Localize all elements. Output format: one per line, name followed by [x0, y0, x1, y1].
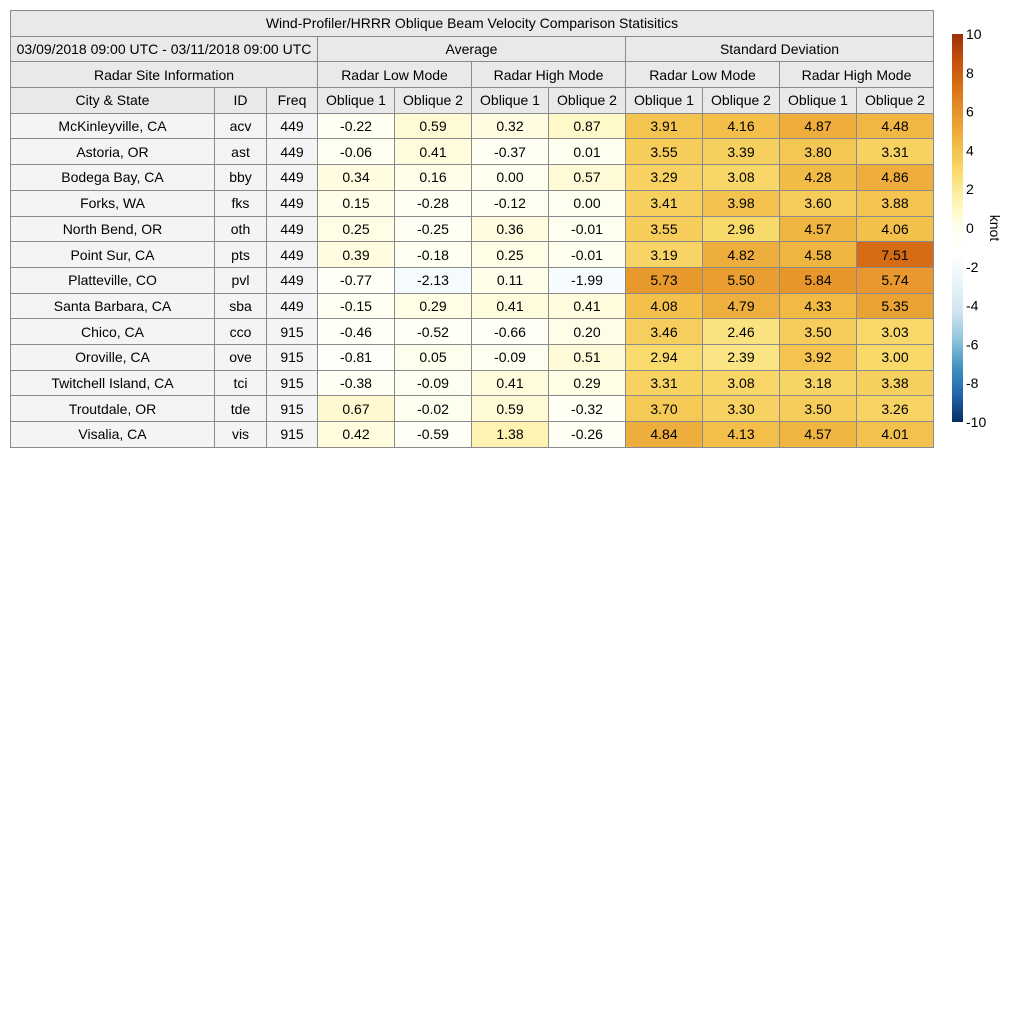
- column-header: Oblique 2: [857, 88, 934, 114]
- value-cell: 0.57: [549, 165, 626, 191]
- value-cell: -0.46: [318, 319, 395, 345]
- group-header-average: Average: [318, 36, 626, 62]
- table-row: [11, 165, 934, 191]
- value-cell: -0.12: [472, 190, 549, 216]
- value-cell: -0.59: [395, 422, 472, 448]
- site-id-cell: tde: [215, 396, 267, 422]
- colorbar-tick-label: 4: [966, 142, 974, 159]
- value-cell: 4.13: [703, 422, 780, 448]
- site-city-cell: Point Sur, CA: [11, 242, 215, 268]
- site-city-cell: Forks, WA: [11, 190, 215, 216]
- value-cell: 0.20: [549, 319, 626, 345]
- value-cell: 4.87: [780, 113, 857, 139]
- value-cell: 0.41: [549, 293, 626, 319]
- table-title: Wind-Profiler/HRRR Oblique Beam Velocity Comparison Statisitics: [11, 11, 934, 37]
- value-cell: 3.88: [857, 190, 934, 216]
- site-freq-cell: 915: [267, 344, 318, 370]
- site-city-cell: Platteville, CO: [11, 267, 215, 293]
- table-row: [11, 267, 934, 293]
- value-cell: 0.16: [395, 165, 472, 191]
- table-row: [11, 422, 934, 448]
- value-cell: 0.36: [472, 216, 549, 242]
- value-cell: -0.32: [549, 396, 626, 422]
- value-cell: 0.05: [395, 344, 472, 370]
- value-cell: 3.98: [703, 190, 780, 216]
- value-cell: 0.34: [318, 165, 395, 191]
- column-header: Oblique 1: [626, 88, 703, 114]
- value-cell: 0.00: [549, 190, 626, 216]
- value-cell: 5.35: [857, 293, 934, 319]
- value-cell: -0.15: [318, 293, 395, 319]
- value-cell: 5.84: [780, 267, 857, 293]
- table-row: [11, 370, 934, 396]
- site-freq-cell: 449: [267, 267, 318, 293]
- site-city-cell: Twitchell Island, CA: [11, 370, 215, 396]
- value-cell: 4.57: [780, 216, 857, 242]
- site-freq-cell: 449: [267, 139, 318, 165]
- value-cell: 3.70: [626, 396, 703, 422]
- colorbar-gradient: [952, 34, 963, 422]
- value-cell: 3.39: [703, 139, 780, 165]
- column-header: Oblique 2: [549, 88, 626, 114]
- site-id-cell: cco: [215, 319, 267, 345]
- value-cell: 0.41: [472, 370, 549, 396]
- value-cell: 3.41: [626, 190, 703, 216]
- value-cell: 3.60: [780, 190, 857, 216]
- colorbar-tick-label: 6: [966, 103, 974, 120]
- value-cell: 0.41: [472, 293, 549, 319]
- site-id-cell: bby: [215, 165, 267, 191]
- site-freq-cell: 449: [267, 216, 318, 242]
- site-freq-cell: 915: [267, 396, 318, 422]
- value-cell: 3.31: [626, 370, 703, 396]
- value-cell: 4.58: [780, 242, 857, 268]
- value-cell: -0.02: [395, 396, 472, 422]
- column-header: Freq: [267, 88, 318, 114]
- value-cell: 4.79: [703, 293, 780, 319]
- value-cell: 3.50: [780, 396, 857, 422]
- value-cell: 4.86: [857, 165, 934, 191]
- site-city-cell: Astoria, OR: [11, 139, 215, 165]
- value-cell: 2.94: [626, 344, 703, 370]
- table-row: [11, 190, 934, 216]
- value-cell: 0.87: [549, 113, 626, 139]
- value-cell: 0.42: [318, 422, 395, 448]
- site-freq-cell: 915: [267, 422, 318, 448]
- value-cell: -0.25: [395, 216, 472, 242]
- value-cell: 3.08: [703, 370, 780, 396]
- value-cell: 3.19: [626, 242, 703, 268]
- value-cell: 3.50: [780, 319, 857, 345]
- site-city-cell: Bodega Bay, CA: [11, 165, 215, 191]
- value-cell: -0.01: [549, 242, 626, 268]
- value-cell: 5.73: [626, 267, 703, 293]
- value-cell: 4.82: [703, 242, 780, 268]
- table-row: [11, 293, 934, 319]
- value-cell: 3.31: [857, 139, 934, 165]
- site-city-cell: Troutdale, OR: [11, 396, 215, 422]
- value-cell: 3.18: [780, 370, 857, 396]
- site-city-cell: Oroville, CA: [11, 344, 215, 370]
- colorbar-tick-label: -6: [966, 336, 979, 353]
- value-cell: 4.16: [703, 113, 780, 139]
- site-city-cell: Santa Barbara, CA: [11, 293, 215, 319]
- value-cell: 4.57: [780, 422, 857, 448]
- site-freq-cell: 449: [267, 165, 318, 191]
- site-city-cell: North Bend, OR: [11, 216, 215, 242]
- value-cell: 7.51: [857, 242, 934, 268]
- value-cell: 4.28: [780, 165, 857, 191]
- table-row: [11, 344, 934, 370]
- mode-header: Radar High Mode: [780, 62, 934, 88]
- value-cell: 4.48: [857, 113, 934, 139]
- value-cell: 3.26: [857, 396, 934, 422]
- value-cell: 3.55: [626, 139, 703, 165]
- value-cell: 0.01: [549, 139, 626, 165]
- site-id-cell: tci: [215, 370, 267, 396]
- site-freq-cell: 449: [267, 190, 318, 216]
- value-cell: 0.41: [395, 139, 472, 165]
- column-header: City & State: [11, 88, 215, 114]
- value-cell: 2.46: [703, 319, 780, 345]
- value-cell: 2.96: [703, 216, 780, 242]
- colorbar-tick-label: 2: [966, 181, 974, 198]
- value-cell: 0.51: [549, 344, 626, 370]
- site-freq-cell: 915: [267, 319, 318, 345]
- site-id-cell: pvl: [215, 267, 267, 293]
- value-cell: 4.08: [626, 293, 703, 319]
- colorbar-tick-label: -8: [966, 375, 979, 392]
- site-freq-cell: 915: [267, 370, 318, 396]
- value-cell: 5.50: [703, 267, 780, 293]
- colorbar-tick-label: -10: [966, 414, 987, 430]
- value-cell: -0.77: [318, 267, 395, 293]
- value-cell: -0.52: [395, 319, 472, 345]
- value-cell: 5.74: [857, 267, 934, 293]
- table-row: [11, 319, 934, 345]
- value-cell: -0.22: [318, 113, 395, 139]
- value-cell: -0.01: [549, 216, 626, 242]
- site-freq-cell: 449: [267, 113, 318, 139]
- value-cell: 3.08: [703, 165, 780, 191]
- value-cell: -2.13: [395, 267, 472, 293]
- value-cell: 4.06: [857, 216, 934, 242]
- column-header: Oblique 2: [703, 88, 780, 114]
- value-cell: 0.11: [472, 267, 549, 293]
- value-cell: 3.29: [626, 165, 703, 191]
- site-id-cell: ove: [215, 344, 267, 370]
- value-cell: 0.59: [395, 113, 472, 139]
- value-cell: 0.15: [318, 190, 395, 216]
- value-cell: -0.66: [472, 319, 549, 345]
- value-cell: -0.81: [318, 344, 395, 370]
- value-cell: 4.01: [857, 422, 934, 448]
- colorbar-tick-label: -4: [966, 297, 979, 314]
- value-cell: -0.37: [472, 139, 549, 165]
- value-cell: -0.38: [318, 370, 395, 396]
- table-row: [11, 139, 934, 165]
- value-cell: 0.67: [318, 396, 395, 422]
- site-id-cell: vis: [215, 422, 267, 448]
- table-row: [11, 216, 934, 242]
- column-header: Oblique 2: [395, 88, 472, 114]
- colorbar: [950, 28, 1010, 438]
- value-cell: 0.32: [472, 113, 549, 139]
- site-id-cell: oth: [215, 216, 267, 242]
- colorbar-tick-label: -2: [966, 258, 979, 275]
- column-header: Oblique 1: [780, 88, 857, 114]
- value-cell: 0.25: [318, 216, 395, 242]
- group-header-std-dev: Standard Deviation: [626, 36, 934, 62]
- value-cell: 0.59: [472, 396, 549, 422]
- mode-header: Radar High Mode: [472, 62, 626, 88]
- site-id-cell: acv: [215, 113, 267, 139]
- value-cell: 3.03: [857, 319, 934, 345]
- value-cell: 3.38: [857, 370, 934, 396]
- radar-site-info-header: Radar Site Information: [11, 62, 318, 88]
- mode-header: Radar Low Mode: [318, 62, 472, 88]
- site-id-cell: pts: [215, 242, 267, 268]
- comparison-table: [10, 10, 934, 448]
- site-id-cell: fks: [215, 190, 267, 216]
- value-cell: 0.29: [549, 370, 626, 396]
- value-cell: 3.30: [703, 396, 780, 422]
- value-cell: 3.46: [626, 319, 703, 345]
- site-city-cell: Chico, CA: [11, 319, 215, 345]
- colorbar-tick-label: 8: [966, 64, 974, 81]
- value-cell: 0.00: [472, 165, 549, 191]
- value-cell: -0.06: [318, 139, 395, 165]
- colorbar-label: knot: [987, 214, 1003, 242]
- value-cell: 2.39: [703, 344, 780, 370]
- column-header-row: [11, 88, 934, 114]
- value-cell: 4.84: [626, 422, 703, 448]
- value-cell: -0.09: [472, 344, 549, 370]
- site-city-cell: McKinleyville, CA: [11, 113, 215, 139]
- colorbar-tick-label: 0: [966, 220, 974, 236]
- value-cell: 0.39: [318, 242, 395, 268]
- site-freq-cell: 449: [267, 293, 318, 319]
- table-row: [11, 113, 934, 139]
- column-header: ID: [215, 88, 267, 114]
- value-cell: -0.26: [549, 422, 626, 448]
- value-cell: 3.92: [780, 344, 857, 370]
- value-cell: 3.91: [626, 113, 703, 139]
- value-cell: 3.80: [780, 139, 857, 165]
- column-header: Oblique 1: [318, 88, 395, 114]
- value-cell: -0.09: [395, 370, 472, 396]
- value-cell: 3.55: [626, 216, 703, 242]
- site-freq-cell: 449: [267, 242, 318, 268]
- site-city-cell: Visalia, CA: [11, 422, 215, 448]
- table-row: [11, 396, 934, 422]
- mode-header: Radar Low Mode: [626, 62, 780, 88]
- value-cell: 1.38: [472, 422, 549, 448]
- site-id-cell: sba: [215, 293, 267, 319]
- column-header: Oblique 1: [472, 88, 549, 114]
- value-cell: -0.28: [395, 190, 472, 216]
- value-cell: -0.18: [395, 242, 472, 268]
- colorbar-tick-label: 10: [966, 28, 982, 42]
- value-cell: 0.29: [395, 293, 472, 319]
- date-range: 03/09/2018 09:00 UTC - 03/11/2018 09:00 UTC: [11, 36, 318, 62]
- site-id-cell: ast: [215, 139, 267, 165]
- value-cell: -1.99: [549, 267, 626, 293]
- value-cell: 4.33: [780, 293, 857, 319]
- value-cell: 3.00: [857, 344, 934, 370]
- value-cell: 0.25: [472, 242, 549, 268]
- table-row: [11, 242, 934, 268]
